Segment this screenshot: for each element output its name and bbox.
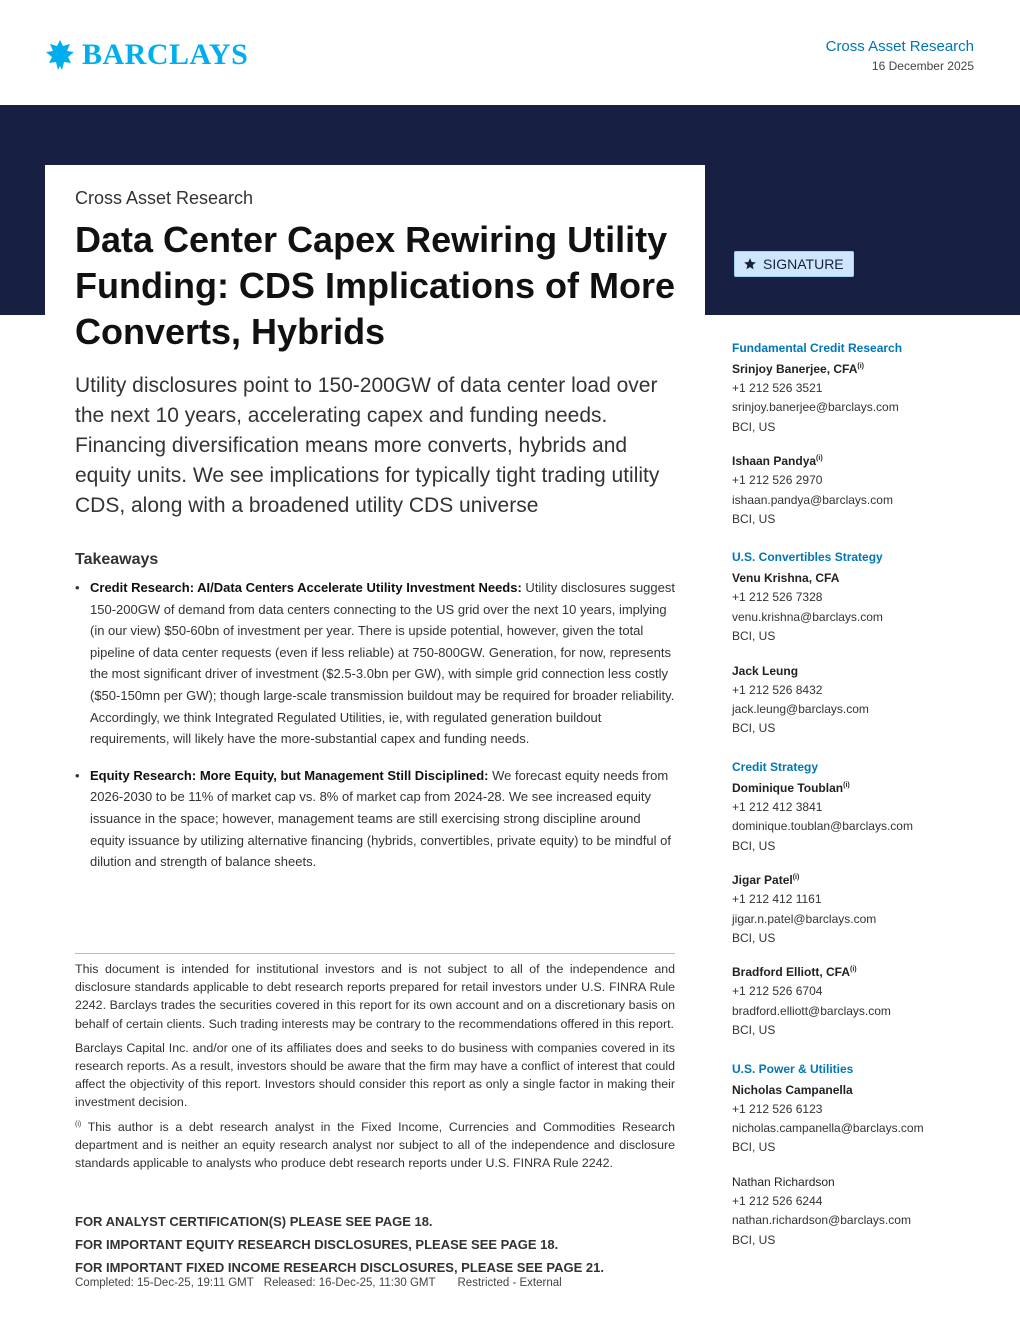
analyst-email[interactable]: nicholas.campanella@barclays.com bbox=[732, 1120, 924, 1135]
section-heading: U.S. Convertibles Strategy bbox=[732, 550, 883, 565]
analyst-phone: +1 212 526 6244 bbox=[732, 1193, 823, 1208]
analyst-contact bbox=[732, 662, 992, 739]
footnote-marker: (i) bbox=[75, 1120, 82, 1128]
analyst-email[interactable]: jigar.n.patel@barclays.com bbox=[732, 911, 877, 926]
analyst-phone: +1 212 526 2970 bbox=[732, 473, 823, 488]
takeaway-body: Utility disclosures suggest 150-200GW of demand from data centers connecting to the US grid over the next 10 years, implying (in our view) $50-60bn of investment per year. There is upside potential, however, given the total pipeline of data center requests (even if less reliable) at 750-800GW. Generation, for now, represents the most significant driver of investment ($2.5-3.0bn per GW), with simple grid connection less costly ($50-150mn per GW); though large-scale transmission buildout may be required for broader reliability. Accordingly, we think Integrated Regulated Utilities, ie, with regulated generation buildout requirements, will likely have the more-substantial capex and funding needs. bbox=[90, 580, 675, 747]
notice-line: FOR IMPORTANT FIXED INCOME RESEARCH DISCLOSURES, PLEASE SEE PAGE 21. bbox=[75, 1260, 604, 1275]
analyst-phone: +1 212 412 1161 bbox=[732, 892, 822, 907]
classification-label: Restricted - External bbox=[457, 1277, 562, 1289]
analyst-entity: BCI, US bbox=[732, 838, 776, 853]
series-title: Cross Asset Research bbox=[825, 38, 974, 55]
notice-line: FOR ANALYST CERTIFICATION(S) PLEASE SEE PAGE 18. bbox=[75, 1214, 433, 1229]
analyst-entity: BCI, US bbox=[732, 512, 776, 527]
analyst-name: Jack Leung bbox=[732, 663, 799, 678]
analyst-name: Srinjoy Banerjee, CFA$^{(i)}$ bbox=[732, 362, 864, 376]
analyst-contact bbox=[732, 871, 992, 948]
takeaway-item bbox=[75, 577, 675, 750]
takeaway-lead: Equity Research: More Equity, but Management Still Disciplined: bbox=[90, 767, 489, 783]
analyst-phone: +1 212 526 7328 bbox=[732, 590, 823, 605]
badge-label: SIGNATURE bbox=[763, 256, 844, 272]
analyst-phone: +1 212 526 6704 bbox=[732, 984, 823, 999]
disclaimer-paragraph: This document is intended for institutional investors and is not subject to all of the independence and disclosure standards applicable to debt research reports prepared for retail investors under U.S. FINRA Rule 2242. Barclays trades the securities covered in this report for its own account and on a discretionary basis on behalf of certain clients. Such trading interests may be contrary to the recommendations offered in this report. bbox=[75, 962, 675, 1031]
analyst-sidebar bbox=[732, 340, 992, 1250]
analyst-name: Jigar Patel$^{(i)}$ bbox=[732, 873, 800, 888]
notice-line: FOR IMPORTANT EQUITY RESEARCH DISCLOSURES, PLEASE SEE PAGE 18. bbox=[75, 1237, 559, 1252]
analyst-contact bbox=[732, 452, 992, 529]
barclays-logo bbox=[44, 38, 248, 72]
analyst-email[interactable]: venu.krishna@barclays.com bbox=[732, 609, 883, 624]
analyst-entity: BCI, US bbox=[732, 721, 776, 736]
released-timestamp: Released: 16-Dec-25, 11:30 GMT bbox=[263, 1277, 436, 1289]
disclaimer-paragraph: Barclays Capital Inc. and/or one of its affiliates does and seeks to do business with companies covered in its research reports. As a result, investors should be aware that the firm may have a conflict of interest that could affect the objectivity of this report. Investors should consider this report as only a single factor in making their investment decision. bbox=[75, 1040, 675, 1110]
analyst-email[interactable]: bradford.elliott@barclays.com bbox=[732, 1003, 891, 1018]
analyst-contact bbox=[732, 569, 992, 646]
takeaways-heading: Takeaways bbox=[75, 551, 159, 568]
report-title: Data Center Capex Rewiring Utility Funding: CDS Implications of More Converts, Hybrids bbox=[75, 219, 675, 352]
disclosure-notices bbox=[75, 1210, 675, 1279]
analyst-entity: BCI, US bbox=[732, 1023, 776, 1038]
analyst-email[interactable]: srinjoy.banerjee@barclays.com bbox=[732, 400, 899, 415]
analyst-email[interactable]: nathan.richardson@barclays.com bbox=[732, 1213, 911, 1228]
analyst-contact bbox=[732, 1173, 992, 1250]
analyst-entity: BCI, US bbox=[732, 419, 776, 434]
analyst-phone: +1 212 526 6123 bbox=[732, 1101, 823, 1116]
analyst-name: Ishaan Pandya$^{(i)}$ bbox=[732, 454, 823, 469]
analyst-name: Nicholas Campanella bbox=[732, 1082, 853, 1097]
takeaway-item bbox=[75, 765, 675, 873]
page-footer bbox=[75, 1277, 562, 1289]
section-heading: Credit Strategy bbox=[732, 759, 819, 774]
analyst-email[interactable]: dominique.toublan@barclays.com bbox=[732, 819, 913, 834]
header-meta bbox=[826, 38, 974, 73]
takeaway-lead: Credit Research: AI/Data Centers Accelerate Utility Investment Needs: bbox=[90, 580, 522, 595]
signature-badge bbox=[734, 251, 854, 277]
star-icon bbox=[743, 257, 757, 271]
publication-date: 16 December 2025 bbox=[871, 59, 974, 73]
eagle-icon bbox=[44, 38, 76, 72]
analyst-entity: BCI, US bbox=[732, 930, 776, 945]
analyst-name: Dominique Toublan$^{(i)}$ bbox=[732, 780, 850, 795]
analyst-name: Bradford Elliott, CFA$^{(i)}$ bbox=[732, 965, 857, 980]
report-subtitle: Utility disclosures point to 150-200GW of data center load over the next 10 years, accelerating capex and funding needs. Financing diversification means more converts, hybrids and equity units. We see implications for typically tight trading utility CDS, along with a broadened utility CDS universe bbox=[75, 374, 660, 517]
main-column bbox=[75, 188, 675, 888]
analyst-entity: BCI, US bbox=[732, 629, 776, 644]
kicker: Cross Asset Research bbox=[75, 188, 254, 208]
takeaways-list bbox=[75, 577, 675, 873]
analyst-contact bbox=[732, 963, 992, 1040]
disclaimer bbox=[75, 953, 675, 1178]
brand-wordmark: BARCLAYS bbox=[82, 38, 249, 71]
analyst-phone: +1 212 412 3841 bbox=[732, 799, 823, 814]
analyst-entity: BCI, US bbox=[732, 1140, 776, 1155]
analyst-contact bbox=[732, 360, 992, 437]
analyst-contact bbox=[732, 1081, 992, 1158]
analyst-name: Venu Krishna, CFA bbox=[732, 571, 840, 586]
section-heading: U.S. Power & Utilities bbox=[732, 1061, 854, 1076]
analyst-entity: BCI, US bbox=[732, 1232, 776, 1247]
takeaway-body: We forecast equity needs from 2026-2030 to be 11% of market cap vs. 8% of market cap from 2024-28. We see increased equity issuance in the space; however, management teams are still exercising strong discipline around equity issuance by utilizing alternative financing (hybrids, convertibles, private equity) to be mindful of dilution and strength of balance sheets. bbox=[90, 767, 671, 870]
analyst-email[interactable]: ishaan.pandya@barclays.com bbox=[732, 492, 893, 507]
analyst-name: Nathan Richardson bbox=[732, 1174, 835, 1189]
section-heading: Fundamental Credit Research bbox=[732, 341, 903, 355]
completed-timestamp: Completed: 15-Dec-25, 19:11 GMT bbox=[75, 1277, 254, 1289]
analyst-phone: +1 212 526 8432 bbox=[732, 682, 823, 697]
analyst-email[interactable]: jack.leung@barclays.com bbox=[732, 702, 869, 717]
analyst-contact bbox=[732, 779, 992, 856]
disclaimer-paragraph: $^{(i)}$ This author is a debt research analyst in the Fixed Income, Currencies and Commodities Research department and is neither an equity research analyst nor subject to all of the independence and disclosure standards applicable to analysts who produce debt research reports under U.S. FINRA Rule 2242. bbox=[75, 1119, 675, 1171]
analyst-phone: +1 212 526 3521 bbox=[732, 381, 823, 395]
